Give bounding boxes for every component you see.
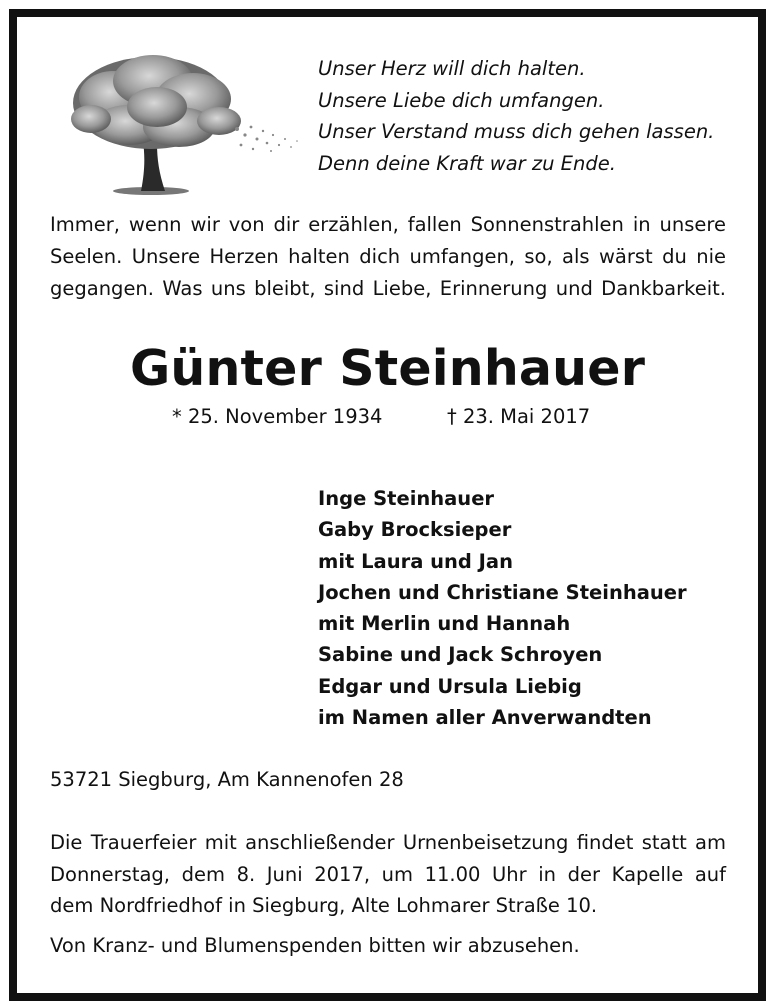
- ceremony-line: dem Nordfriedhof in Siegburg, Alte Lohmarer Straße 10.: [50, 894, 598, 917]
- intro-paragraph: [50, 209, 726, 305]
- closing-note: Von Kranz- und Blumenspenden bitten wir abzusehen.: [50, 934, 580, 957]
- death-date: † 23. Mai 2017: [447, 405, 591, 428]
- ceremony-line: Die Trauerfeier mit anschließender Urnenbeisetzung findet statt am: [50, 831, 726, 854]
- poem-line: Unser Herz will dich halten.: [318, 57, 586, 80]
- obituary-notice: [17, 17, 758, 993]
- poem-line: Unser Verstand muss dich gehen lassen.: [318, 120, 715, 144]
- ceremony-paragraph: [50, 827, 726, 922]
- notice-border: [9, 9, 766, 1001]
- poem-line: Unsere Liebe dich umfangen.: [318, 88, 605, 112]
- intro-line: Immer, wenn wir von dir erzählen, fallen Sonnenstrahlen in unsere: [50, 213, 726, 236]
- poem: [318, 53, 738, 179]
- birth-date: * 25. November 1934: [172, 405, 383, 428]
- intro-line: Seelen. Unsere Herzen halten dich umfangen, so, als wärst du nie: [50, 245, 726, 268]
- family-member: mit Merlin und Hannah: [318, 612, 571, 636]
- family-member: Sabine und Jack Schroyen: [318, 643, 603, 667]
- family-member: Edgar und Ursula Liebig: [318, 674, 582, 698]
- family-member: im Namen aller Anverwandten: [318, 706, 652, 730]
- intro-line: gegangen. Was uns bleibt, sind Liebe, Erinnerung und Dankbarkeit.: [50, 277, 726, 300]
- tree-illustration-icon: [53, 41, 303, 201]
- family-member: Inge Steinhauer: [318, 487, 495, 510]
- ceremony-line: Donnerstag, dem 8. Juni 2017, um 11.00 Uhr in der Kapelle auf: [50, 862, 726, 886]
- family-list: [318, 483, 687, 733]
- address: 53721 Siegburg, Am Kannenofen 28: [50, 768, 404, 791]
- family-member: mit Laura und Jan: [318, 549, 513, 573]
- deceased-name: Günter Steinhauer: [129, 340, 646, 397]
- family-member: Gaby Brocksieper: [318, 518, 512, 542]
- family-member: Jochen und Christiane Steinhauer: [318, 580, 687, 604]
- poem-line: Denn deine Kraft war zu Ende.: [318, 151, 616, 175]
